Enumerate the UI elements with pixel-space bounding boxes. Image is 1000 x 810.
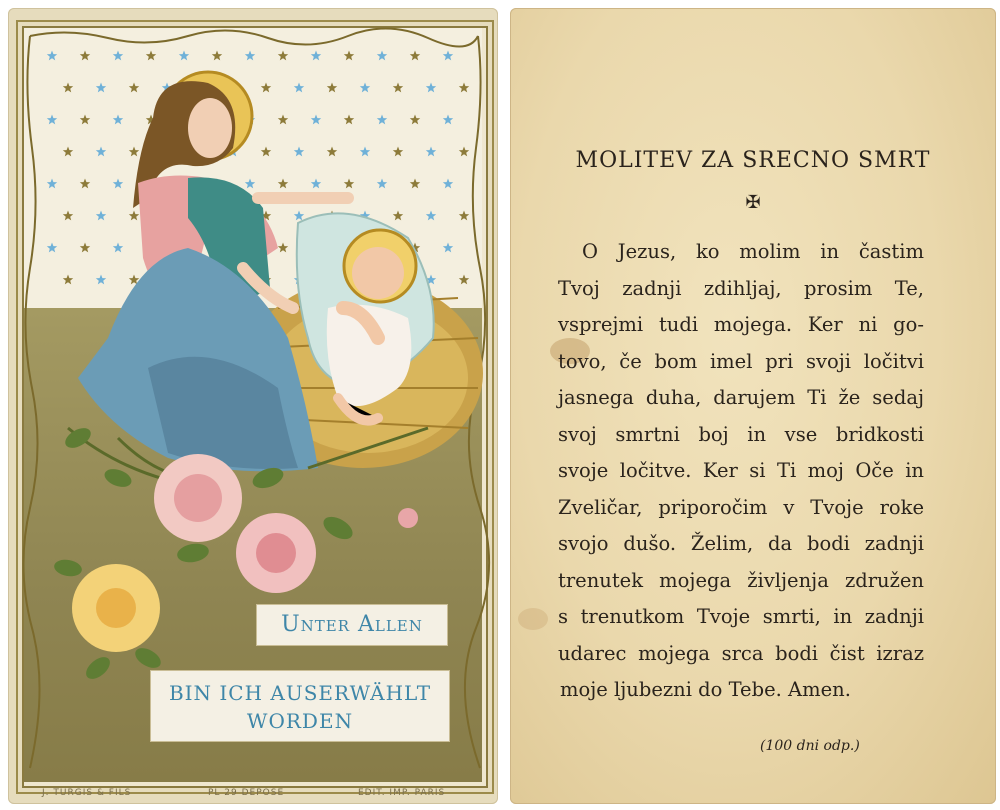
prayer-line: Tvoj zadnji zdihljaj, prosim Te, — [558, 276, 924, 300]
star-icon — [459, 275, 469, 285]
star-icon — [96, 275, 106, 285]
star-icon — [377, 115, 387, 125]
prayer-line: udarec mojega srca bodi čist izraz — [558, 641, 924, 665]
star-icon — [410, 51, 420, 61]
star-icon — [443, 51, 453, 61]
star-icon — [179, 51, 189, 61]
star-icon — [129, 147, 139, 157]
star-icon — [377, 179, 387, 189]
star-icon — [327, 147, 337, 157]
prayer-line: s trenutkom Tvoje smrti, in zadnji — [558, 605, 924, 628]
star-icon — [443, 115, 453, 125]
star-icon — [294, 83, 304, 93]
star-icon — [113, 179, 123, 189]
star-icon — [377, 51, 387, 61]
star-icon — [311, 115, 321, 125]
star-icon — [294, 211, 304, 221]
star-icon — [113, 51, 123, 61]
star-icon — [47, 179, 57, 189]
star-icon — [47, 243, 57, 253]
prayer-line: Zveličar, priporočim v Tvoje roke — [558, 495, 924, 519]
star-icon — [311, 51, 321, 61]
star-icon — [278, 243, 288, 253]
star-icon — [96, 83, 106, 93]
star-icon — [410, 179, 420, 189]
star-icon — [96, 211, 106, 221]
prayer-title: MOLITEV ZA SRECNO SMRT — [575, 148, 931, 173]
star-icon — [80, 51, 90, 61]
star-icon — [344, 115, 354, 125]
star-icon — [278, 51, 288, 61]
star-icon — [63, 83, 73, 93]
star-icon — [459, 211, 469, 221]
footer-plate: PL 29 DEPOSE — [208, 788, 285, 798]
star-icon — [245, 179, 255, 189]
star-icon — [63, 211, 73, 221]
star-icon — [96, 147, 106, 157]
prayer-line: svoj smrtni boj in vse bridkosti — [558, 422, 924, 446]
star-icon — [129, 83, 139, 93]
holy-card-front — [8, 8, 498, 804]
prayer-line: moje ljubezni do Tebe. Amen. — [560, 678, 851, 701]
star-icon — [47, 115, 57, 125]
banner-top: Unter Allen — [256, 604, 448, 646]
star-icon — [426, 147, 436, 157]
star-icon — [344, 51, 354, 61]
star-icon — [80, 243, 90, 253]
star-icon — [261, 83, 271, 93]
star-icon — [443, 179, 453, 189]
prayer-text — [558, 234, 924, 709]
indulgence-note: (100 dni odp.) — [760, 738, 860, 754]
star-icon — [393, 83, 403, 93]
prayer-line: O Jezus, ko molim in častim — [582, 240, 924, 263]
star-icon — [327, 83, 337, 93]
star-icon — [311, 179, 321, 189]
paper-stain — [518, 608, 548, 630]
banner-bottom-line1: BIN ICH AUSERWÄHLT — [168, 681, 432, 705]
star-icon — [212, 51, 222, 61]
banner-bottom-line2: WORDEN — [246, 709, 354, 733]
star-icon — [393, 211, 403, 221]
prayer-line: tovo, če bom imel pri svoji ločitvi — [558, 349, 924, 373]
star-icon — [443, 243, 453, 253]
holy-card-back — [510, 8, 996, 804]
prayer-line: svojo dušo. Želim, da bodi zadnji — [558, 532, 924, 555]
star-icon — [360, 147, 370, 157]
prayer-line: vsprejmi tudi mojega. Ker ni go- — [558, 313, 924, 336]
prayer-line: svoje ločitve. Ker si Ti moj Oče in — [558, 459, 924, 482]
star-icon — [410, 115, 420, 125]
star-icon — [459, 83, 469, 93]
star-icon — [278, 179, 288, 189]
star-icon — [426, 83, 436, 93]
star-icon — [129, 211, 139, 221]
star-icon — [278, 115, 288, 125]
star-icon — [80, 179, 90, 189]
star-icon — [294, 147, 304, 157]
star-icon — [393, 147, 403, 157]
star-icon — [63, 275, 73, 285]
star-icon — [113, 115, 123, 125]
banner-bottom — [150, 670, 450, 742]
prayer-line: trenutek mojega življenja združen — [558, 568, 924, 592]
maltese-cross-icon: ✠ — [745, 192, 761, 213]
star-icon — [63, 147, 73, 157]
star-icon — [426, 211, 436, 221]
star-icon — [47, 51, 57, 61]
star-icon — [344, 179, 354, 189]
star-icon — [459, 147, 469, 157]
star-icon — [360, 83, 370, 93]
prayer-line: jasnega duha, darujem Ti že sedaj — [558, 386, 924, 409]
star-icon — [80, 115, 90, 125]
star-icon — [113, 243, 123, 253]
footer-publisher: J. TURGIS & FILS — [42, 788, 132, 798]
star-icon — [146, 51, 156, 61]
star-icon — [245, 51, 255, 61]
footer-printer: EDIT. IMP. PARIS — [358, 788, 446, 798]
star-icon — [261, 147, 271, 157]
